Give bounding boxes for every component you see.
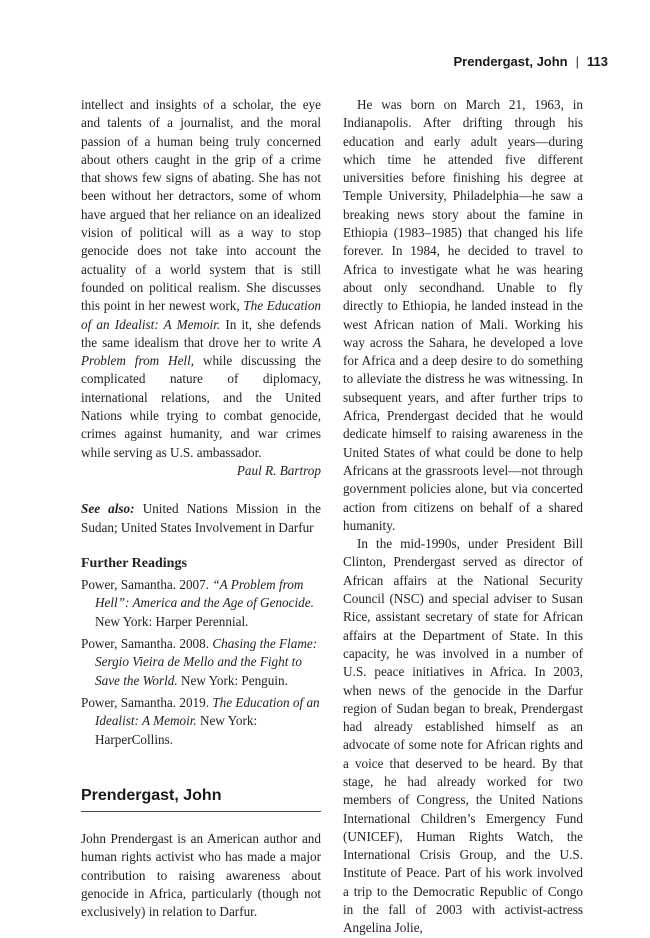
see-also-label: See also: (81, 501, 135, 517)
book-title: The Education of an Idealist: A Memoir. (81, 298, 322, 332)
see-also-text: United Nations Mission in the Sudan; United States Involvement in Darfur (81, 501, 321, 535)
running-header-separator: | (575, 54, 580, 69)
continued-paragraph: intellect and insights of a scholar, the eye and talents of a journalist, and the moral passion of a human being truly concerned about others caught in the grip of a crime that shows few signs of abating. She has not been without her detractors, some of whom have argued that her reliance on an idealized vision of political will as a way to stop genocide does not take into account the actuality of a world system that is still founded on political realism. She discusses this point in her newest work, The Education of an Idealist: A Memoir. In it, she defends the same idealism that drove her to write A Problem from Hell, while discussing the complicated nature of diplomacy, international relations, and the United Nations while trying to combat genocide, crimes against humanity, and war crimes while serving as U.S. ambassador. (81, 97, 322, 460)
entry-intro: John Prendergast is an American author and human rights activist who has made a major contribution to raising awareness about genocide in Africa, particularly (though not exclusively) in relation to Darfur. (81, 831, 321, 920)
body-paragraph: He was born on March 21, 1963, in Indianapolis. After drifting through his education and early adult years—during which time he attended five different universities before finishing his degree at Temple University, Philadelphia—he saw a breaking news story about the famine in Ethiopia (1983–1985) that changed his life forever. In 1984, he decided to travel to Africa to investigate what he was hearing about only secondhand. Unable to fly directly to Ethiopia, he landed instead in the west African nation of Mali. Working his way across the Sahara, he developed a love for Africa and a deep desire to do something to alleviate the distress he was witnessing. In subsequent years, and after further trips to Africa, Prendergast decided that he would dedicate himself to raising awareness in the United States of what could be done to help Africans at the grassroots level—not through government policies alone, but via concerted action from citizens on behalf of a shared humanity. (343, 97, 583, 533)
entry-title: Prendergast, John (81, 787, 321, 812)
further-readings-heading: Further Readings (81, 555, 187, 571)
running-header-title: Prendergast, John (453, 54, 568, 69)
reading-item: Power, Samantha. 2008. Chasing the Flame: Sergio Vieira de Mello and the Fight to Save the World. New York: Penguin. (81, 636, 318, 688)
author-signature: Paul R. Bartrop (236, 462, 321, 478)
reading-item: Power, Samantha. 2019. The Education of an Idealist: A Memoir. New York: HarperCollins. (81, 694, 320, 747)
book-title: A Problem from Hell, (81, 334, 322, 369)
running-header (453, 54, 608, 69)
left-column (81, 96, 321, 922)
reading-item: Power, Samantha. 2007. “A Problem from Hell”: America and the Age of Genocide. New York: Harper Perennial. (81, 577, 314, 629)
page-number: 113 (587, 54, 608, 69)
right-column (343, 96, 583, 938)
see-also (81, 500, 321, 537)
body-paragraph: In the mid-1990s, under President Bill Clinton, Prendergast served as director of African affairs at the National Security Council (NSC) and special adviser to Susan Rice, assistant secretary of state for African affairs at the Department of State. In this capacity, he was involved in a number of U.S. peace initiatives in Africa. In 2003, when news of the genocide in the Darfur region of Sudan began to break, Prendergast had already established himself as an advocate of some note for African rights and a voice that deserved to be heard. By that stage, he had already worked for two members of Congress, the United Nations International Children’s Emergency Fund (UNICEF), Human Rights Watch, the International Crisis Group, and the U.S. Institute of Peace. Part of his work involved a trip to the Democratic Republic of Congo in the fall of 2003 with activist-actress Angelina Jolie, (343, 536, 583, 936)
